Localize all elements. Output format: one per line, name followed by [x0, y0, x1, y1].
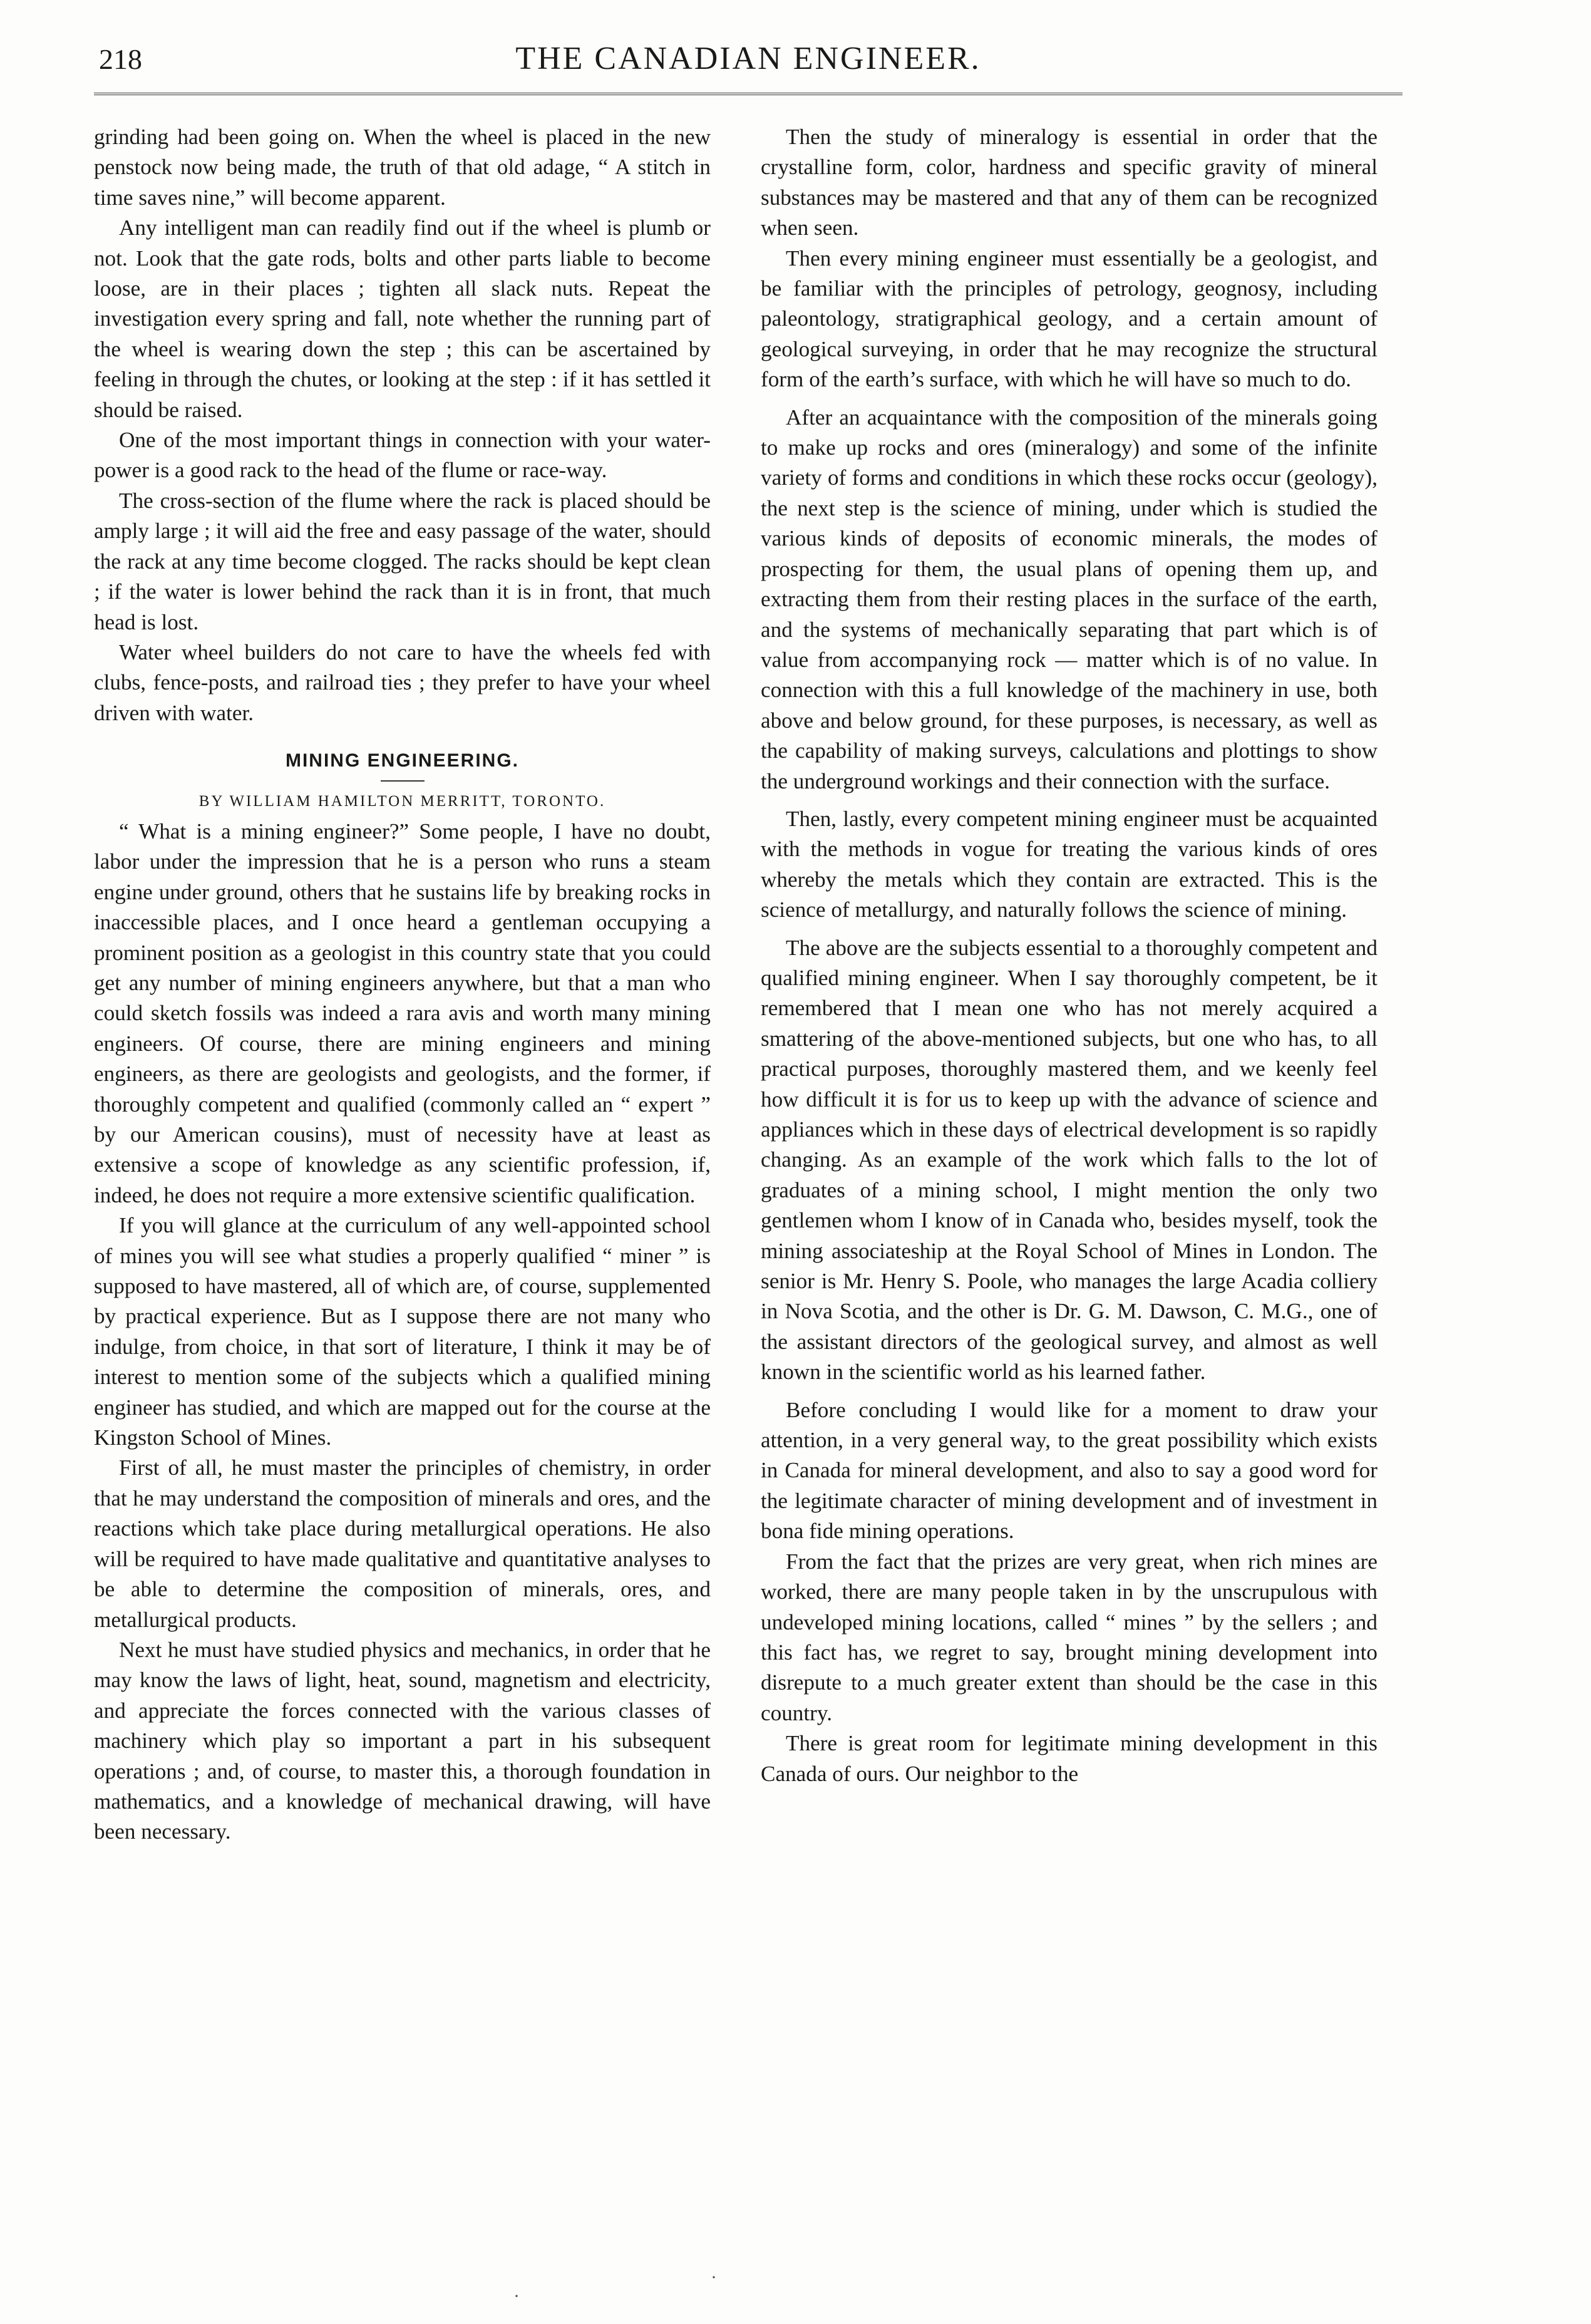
- print-speck: ·: [711, 2267, 717, 2288]
- title-rule: [381, 780, 425, 782]
- right-column: [761, 122, 1377, 1789]
- paragraph: “ What is a mining engineer?” Some people, I have no doubt, labor under the impression that he is a person who runs a steam engine under ground, others that he sustains life by breaking rocks in inaccessible places, and I once heard a gentleman occupying a prominent position as a geologist in this country state that you could get any number of mining engineers anywhere, but that a man who could sketch fossils was indeed a rara avis and worth many mining engineers. Of course, there are mining engineers and mining engineers, as there are geologists and geologists, and the former, if thoroughly competent and qualified (commonly called an “ expert ” by our American cousins), must of necessity have at least as extensive a scope of knowledge as any scientific profession, if, indeed, he does not require a more extensive scientific qualification.: [94, 819, 711, 1207]
- byline: BY WILLIAM HAMILTON MERRITT, TORONTO.: [198, 792, 606, 810]
- paragraph: From the fact that the prizes are very great, when rich mines are worked, there are many people taken in by the unscrupulous with undeveloped mining locations, called “ mines ” by the sellers ; and this fact has, we regret to say, brought mining development into disrepute to a much greater extent than should be the case in this country.: [761, 1549, 1377, 1725]
- paragraph: Then the study of mineralogy is essential in order that the crystalline form, color, hardness and specific gravity of mineral substances may be mastered and that any of them can be recognized when seen.: [761, 125, 1377, 240]
- header-rule: [94, 93, 1403, 95]
- running-head: THE CANADIAN ENGINEER.: [515, 41, 981, 76]
- paragraph: Next he must have studied physics and mechanics, in order that he may know the laws of light, heat, sound, magnetism and electricity, and appreciate the forces connected with the various classes of machinery which play so important a part in his subsequent operations ; and, of course, to master this, a thorough foundation in mathematics, and a knowledge of mechanical drawing, will have been necessary.: [94, 1637, 711, 1844]
- paragraph: The cross-section of the flume where the rack is placed should be amply large ; it will aid the free and easy passage of the water, should the rack at any time become clogged. The racks should be kept clean ; if the water is lower behind the rack than it is in front, that much head is lost.: [94, 488, 711, 634]
- paragraph: Water wheel builders do not care to have the wheels fed with clubs, fence-posts, and railroad ties ; they prefer to have your wheel driven with water.: [94, 639, 711, 725]
- paragraph: Before concluding I would like for a moment to draw your attention, in a very general way, to the great possibility which exists in Canada for mineral development, and also to say a good word for the legitimate character of mining development and of investment in bona fide mining operations.: [761, 1397, 1377, 1544]
- paragraph: Any intelligent man can readily find out if the wheel is plumb or not. Look that the gate rods, bolts and other parts liable to become loose, are in their places ; tighten all slack nuts. Repeat the investigation every spring and fall, note whether the running part of the wheel is wearing down the step ; this can be ascertained by feeling in through the chutes, or looking at the step : if it has settled it should be raised.: [94, 215, 711, 422]
- page-header: [94, 36, 1403, 86]
- paragraph: After an acquaintance with the composition of the minerals going to make up rocks and ores (mineralogy) and some of the infinite variety of forms and conditions in which these rocks occur (geology), the next step is the science of mining, under which is studied the various kinds of deposits of economic minerals, the modes of prospecting for them, the usual plans of opening them up, and extracting them from their resting places in the surface of the earth, and the systems of mechanically separating that part which is of value from accompanying rock — matter which is of no value. In connection with this a full knowledge of the machinery in use, both above and below ground, for these purposes, is necessary, as well as the capability of making surveys, calculations and plottings to show the underground workings and their connection with the surface.: [761, 405, 1377, 793]
- paragraph: There is great room for legitimate mining development in this Canada of ours. Our neighbor to the: [761, 1731, 1377, 1786]
- paragraph: The above are the subjects essential to a thoroughly competent and qualified mining engineer. When I say thoroughly competent, be it remembered that I mean one who has not merely acquired a smattering of the above-mentioned subjects, but one who has, to all practical purposes, thoroughly mastered them, and we keenly feel how difficult it is for us to keep up with the advance of science and appliances which in these days of electrical development is so rapidly changing. As an example of the work which falls to the lot of graduates of a mining school, I might mention the only two gentlemen whom I know of in Canada who, besides myself, took the mining associateship at the Royal School of Mines in London. The senior is Mr. Henry S. Poole, who manages the large Acadia colliery in Nova Scotia, and the other is Dr. G. M. Dawson, C. M.G., one of the assistant directors of the geological survey, and almost as well known in the scientific world as his learned father.: [761, 935, 1377, 1385]
- page-number: 218: [99, 43, 142, 75]
- paragraph: Then every mining engineer must essentially be a geologist, and be familiar with the principles of petrology, geognosy, including paleontology, stratigraphical geology, and a certain amount of geological surveying, in order that he may recognize the structural form of the earth’s surface, with which he will have so much to do.: [761, 245, 1377, 392]
- paragraph: Then, lastly, every competent mining engineer must be acquainted with the methods in vogue for treating the various kinds of ores whereby the metals which they contain are extracted. This is the science of metallurgy, and naturally follows the science of mining.: [761, 806, 1377, 922]
- print-speck: ·: [513, 2286, 520, 2306]
- paragraph: grinding had been going on. When the wheel is placed in the new penstock now being made, the truth of that old adage, “ A stitch in time saves nine,” will become apparent.: [94, 125, 711, 210]
- paragraph: If you will glance at the curriculum of any well-appointed school of mines you will see what studies a properly qualified “ miner ” is supposed to have mastered, all of which are, of course, supplemented by practical experience. But as I suppose there are not many who indulge, from choice, in that sort of literature, I think it may be of interest to mention some of the subjects which a qualified mining engineer has studied, and which are mapped out for the course at the Kingston School of Mines.: [94, 1213, 711, 1450]
- paragraph: One of the most important things in connection with your water-power is a good rack to the head of the flume or race-way.: [94, 428, 711, 483]
- paragraph: First of all, he must master the principles of chemistry, in order that he may understand the composition of minerals and ores, and the reactions which take place during metallurgical operations. He also will be required to have made qualitative and quantitative analyses to be able to determine the composition of minerals, ores, and metallurgical products.: [94, 1455, 711, 1632]
- left-column: [94, 122, 711, 1847]
- section-title: MINING ENGINEERING.: [285, 750, 520, 772]
